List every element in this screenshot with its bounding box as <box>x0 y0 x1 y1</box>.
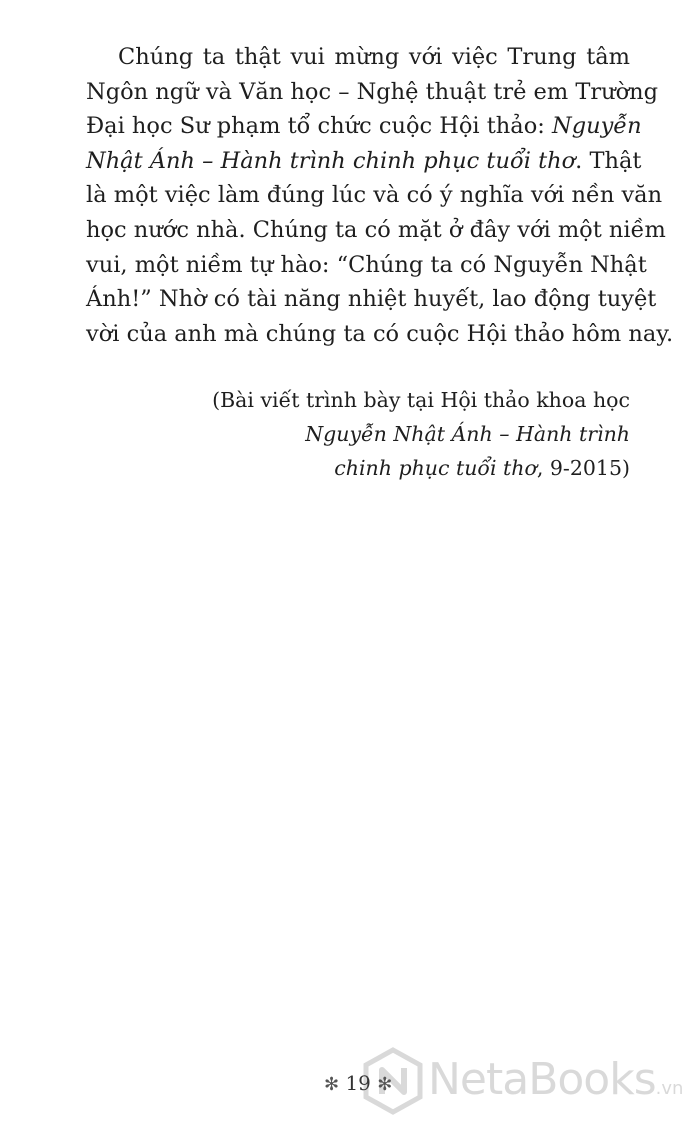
paragraph-line: học nước nhà. Chúng ta có mặt ở đây với một niềm <box>86 216 666 243</box>
netabooks-logo-icon <box>362 1046 424 1116</box>
citation-line: (Bài viết trình bày tại Hội thảo khoa học <box>212 388 630 412</box>
paragraph-line: vui, một niềm tự hào: “Chúng ta có Nguyễn Nhật <box>86 251 647 278</box>
paragraph-line: Ánh!” Nhờ có tài năng nhiệt huyết, lao động tuyệt <box>86 286 657 313</box>
asterisk-icon: ✻ <box>324 1074 340 1095</box>
italic-title-text: Nguyễn <box>552 113 642 140</box>
body-paragraph <box>86 40 674 351</box>
watermark-text <box>428 1054 683 1105</box>
citation-line <box>212 417 630 451</box>
page-number: 19 <box>345 1071 371 1095</box>
watermark-brand: NetaBooks <box>428 1054 656 1105</box>
paragraph-line: Ngôn ngữ và Văn học – Nghệ thuật trẻ em Trường <box>86 78 659 105</box>
source-citation <box>212 383 630 485</box>
paragraph-line <box>86 144 642 179</box>
italic-title-text: Nhật Ánh – Hành trình chinh phục tuổi thơ <box>86 147 576 174</box>
paragraph-line: Chúng ta thật vui mừng với việc Trung tâm <box>118 44 630 70</box>
paragraph-line: là một việc làm đúng lúc và có ý nghĩa với nền văn <box>86 182 663 209</box>
citation-line <box>212 451 630 485</box>
asterisk-icon: ✻ <box>377 1074 393 1095</box>
citation-date: , 9-2015) <box>536 456 630 480</box>
citation-italic-title: chinh phục tuổi thơ <box>334 456 537 480</box>
paragraph-line <box>86 109 642 144</box>
netabooks-watermark <box>362 1046 692 1116</box>
citation-italic-title: Nguyễn Nhật Ánh – Hành trình <box>305 422 630 446</box>
watermark-suffix: .vn <box>655 1078 684 1099</box>
paragraph-text: Đại học Sư phạm tổ chức cuộc Hội thảo: <box>86 113 552 140</box>
paragraph-line: vời của anh mà chúng ta có cuộc Hội thảo hôm nay. <box>86 320 674 347</box>
paragraph-text: . Thật <box>575 147 642 174</box>
